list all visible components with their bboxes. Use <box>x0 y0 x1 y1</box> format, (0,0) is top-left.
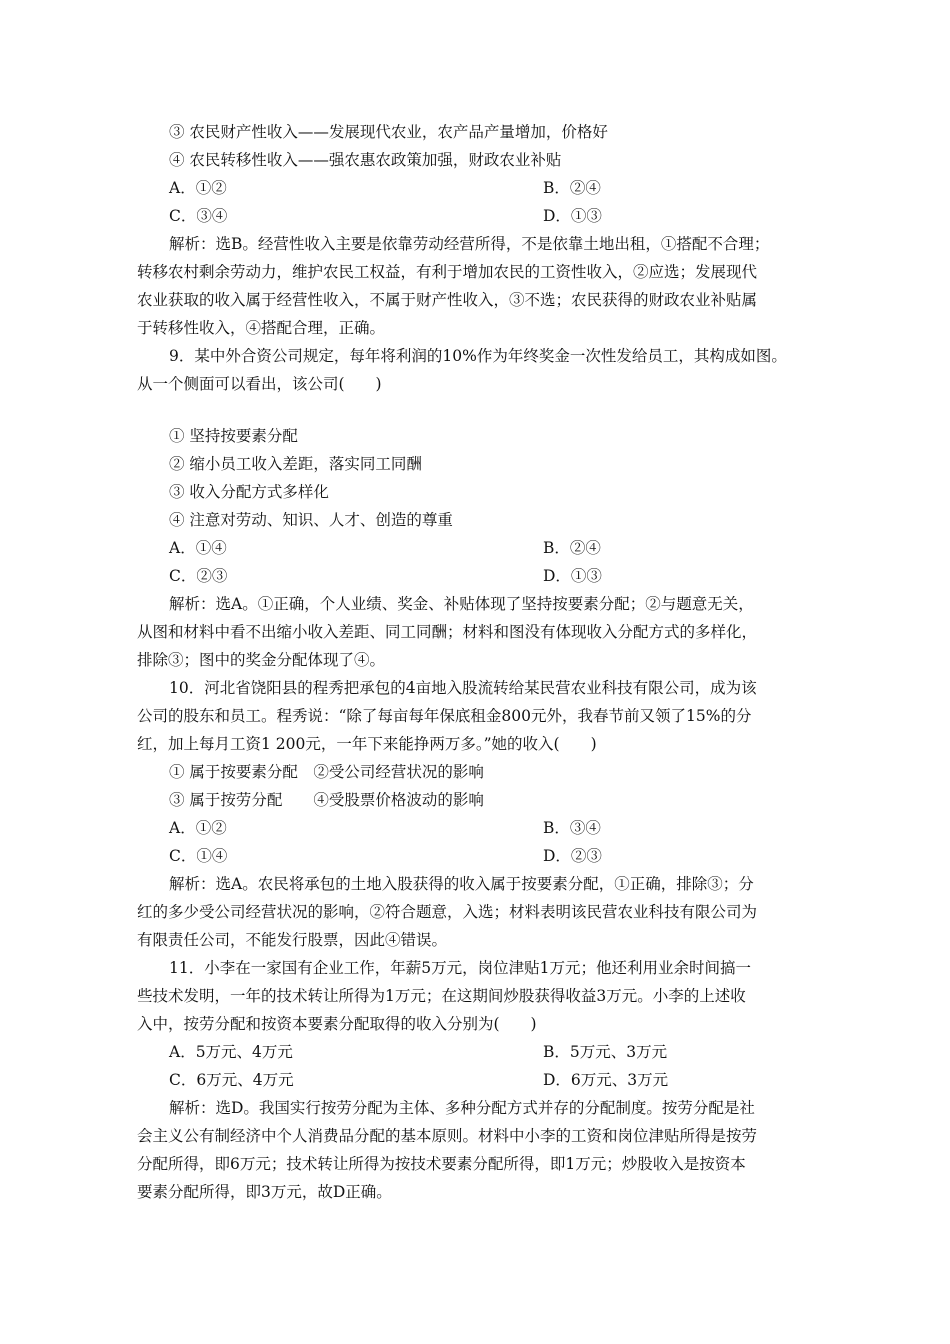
q9-option-a: A．①④ <box>169 539 227 557</box>
q11-option-a: A．5万元、4万元 <box>169 1043 293 1061</box>
q9-item-1: ① 坚持按要素分配 <box>169 427 298 445</box>
q10-option-b: B．③④ <box>543 819 601 837</box>
q9-item-2: ② 缩小员工收入差距，落实同工同酬 <box>169 455 422 473</box>
q11-stem-line: 11．小李在一家国有企业工作，年薪5万元，岗位津贴1万元；他还利用业余时间搞一 <box>169 959 751 977</box>
q9-option-d: D．①③ <box>543 567 602 585</box>
q9-analysis-line: 解析：选A。①正确，个人业绩、奖金、补贴体现了坚持按要素分配；②与题意无关， <box>169 595 754 613</box>
q9-item-4: ④ 注意对劳动、知识、人才、创造的尊重 <box>169 511 453 529</box>
q10-analysis-line: 红的多少受公司经营状况的影响，②符合题意，入选；材料表明该民营农业科技有限公司为 <box>137 903 758 921</box>
q10-items-row: ③ 属于按劳分配 ④受股票价格波动的影响 <box>169 791 484 809</box>
q9-option-b: B．②④ <box>543 539 601 557</box>
q8-item-3: ③ 农民财产性收入——发展现代农业，农产品产量增加，价格好 <box>169 123 608 141</box>
q8-analysis-line: 农业获取的收入属于经营性收入，不属于财产性收入，③不选；农民获得的财政农业补贴属 <box>137 291 758 309</box>
q10-option-a: A．①② <box>169 819 227 837</box>
q8-item-4: ④ 农民转移性收入——强农惠农政策加强，财政农业补贴 <box>169 151 562 169</box>
q10-items-row: ① 属于按要素分配 ②受公司经营状况的影响 <box>169 763 484 781</box>
q8-analysis-line: 转移农村剩余劳动力，维护农民工权益，有利于增加农民的工资性收入，②应选；发展现代 <box>137 263 758 281</box>
q8-option-a: A．①② <box>169 179 227 197</box>
q10-analysis-line: 解析：选A。农民将承包的土地入股获得的收入属于按要素分配，①正确，排除③；分 <box>169 875 754 893</box>
q11-analysis-line: 会主义公有制经济中个人消费品分配的基本原则。材料中小李的工资和岗位津贴所得是按劳 <box>137 1127 758 1145</box>
q11-stem-line: 入中，按劳分配和按资本要素分配取得的收入分别为( ) <box>137 1015 537 1033</box>
q8-analysis-line: 解析：选B。经营性收入主要是依靠劳动经营所得，不是依靠土地出租，①搭配不合理； <box>169 235 770 253</box>
q9-analysis-line: 排除③；图中的奖金分配体现了④。 <box>137 651 386 669</box>
q11-analysis-line: 要素分配所得，即3万元，故D正确。 <box>137 1183 392 1201</box>
q8-analysis-line: 于转移性收入，④搭配合理，正确。 <box>137 319 386 337</box>
q10-stem-line: 红，加上每月工资1 200元，一年下来能挣两万多。”她的收入( ) <box>137 735 597 753</box>
q10-stem-line: 公司的股东和员工。程秀说：“除了每亩每年保底租金800元外，我春节前又领了15%的分 <box>137 707 752 725</box>
q9-analysis-line: 从图和材料中看不出缩小收入差距、同工同酬；材料和图没有体现收入分配方式的多样化， <box>137 623 758 641</box>
q10-option-d: D．②③ <box>543 847 602 865</box>
q8-option-b: B．②④ <box>543 179 601 197</box>
q11-stem-line: 些技术发明，一年的技术转让所得为1万元；在这期间炒股获得收益3万元。小李的上述收 <box>137 987 746 1005</box>
q8-option-c: C．③④ <box>169 207 228 225</box>
q11-option-b: B．5万元、3万元 <box>543 1043 668 1061</box>
q10-analysis-line: 有限责任公司，不能发行股票，因此④错误。 <box>137 931 448 949</box>
q8-option-d: D．①③ <box>543 207 602 225</box>
q9-stem-line: 从一个侧面可以看出，该公司( ) <box>137 375 382 393</box>
q11-analysis-line: 解析：选D。我国实行按劳分配为主体、多种分配方式并存的分配制度。按劳分配是社 <box>169 1099 755 1117</box>
q9-item-3: ③ 收入分配方式多样化 <box>169 483 329 501</box>
q10-option-c: C．①④ <box>169 847 228 865</box>
q11-option-d: D．6万元、3万元 <box>543 1071 669 1089</box>
q9-stem-line: 9．某中外合资公司规定，每年将利润的10%作为年终奖金一次性发给员工，其构成如图。 <box>169 347 787 365</box>
q9-option-c: C．②③ <box>169 567 228 585</box>
q11-option-c: C．6万元、4万元 <box>169 1071 294 1089</box>
q10-stem-line: 10．河北省饶阳县的程秀把承包的4亩地入股流转给某民营农业科技有限公司，成为该 <box>169 679 757 697</box>
q11-analysis-line: 分配所得，即6万元；技术转让所得为按技术要素分配所得，即1万元；炒股收入是按资本 <box>137 1155 746 1173</box>
